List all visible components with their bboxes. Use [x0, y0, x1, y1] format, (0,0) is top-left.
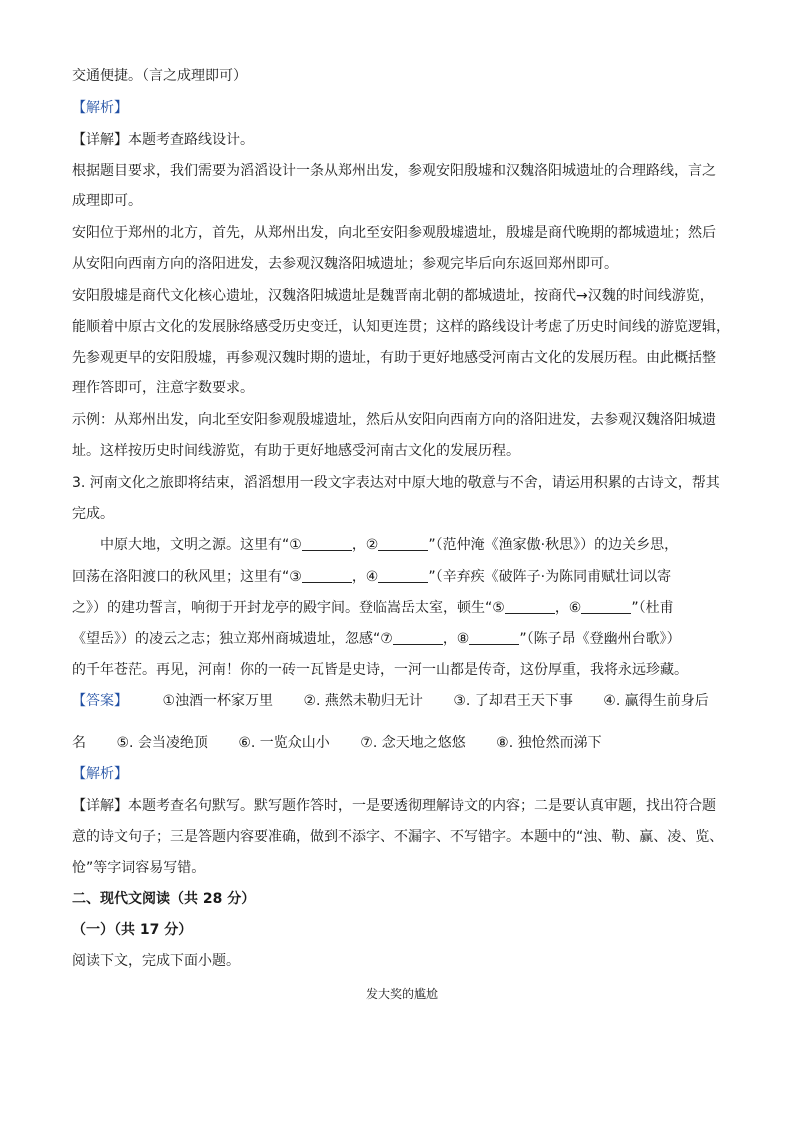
text-line: 意的诗文句子；三是答题内容要准确，做到不添字、不漏字、不写错字。本题中的“浊、勒、赢、凌、览、 — [72, 829, 724, 845]
answer-item: 名 — [72, 735, 86, 751]
answer-blank[interactable] — [469, 630, 519, 645]
answer-tag: 【答案】 — [72, 693, 128, 709]
article-title: 发大奖的尴尬 — [365, 987, 438, 1001]
analysis-tag: 【解析】 — [72, 766, 128, 782]
text-line: 【详解】本题考查名句默写。默写题作答时，一是要透彻理解诗文的内容；二是要认真审题，找出符合题 — [72, 798, 716, 814]
answer-line — [72, 733, 602, 753]
answer-line — [72, 691, 709, 711]
text-line: 示例：从郑州出发，向北至安阳参观殷墟遗址，然后从安阳向西南方向的洛阳进发，去参观汉魏洛阳城遗 — [72, 412, 716, 428]
answer-item: ①浊酒一杯家万里 — [162, 693, 274, 709]
passage-line: 的千年苍茫。再见，河南！你的一砖一瓦皆是史诗，一河一山都是传奇，这份厚重，我将永远珍藏。 — [72, 662, 688, 678]
answer-blank[interactable] — [581, 599, 631, 614]
text-line: 完成。 — [72, 506, 114, 522]
text-line: 址。这样按历史时间线游览，有助于更好地感受河南古文化的发展历程。 — [72, 443, 520, 459]
answer-item: ④. 赢得生前身后 — [603, 693, 709, 709]
answer-item: ③. 了却君王天下事 — [453, 693, 573, 709]
text-line: 交通便捷。（言之成理即可） — [72, 68, 247, 84]
text-line: 先参观更早的安阳殷墟，再参观汉魏时期的遗址，有助于更好地感受河南古文化的发展历程。由此概括整 — [72, 350, 716, 366]
answer-item: ⑥. 一览众山小 — [238, 735, 330, 751]
text-line: 理作答即可，注意字数要求。 — [72, 380, 254, 396]
answer-blank[interactable] — [378, 536, 428, 551]
passage-line: 回荡在洛阳渡口的秋风里；这里有“③ ，④ ”（辛弃疾《破阵子·为陈同甫赋壮词以寄 — [72, 569, 672, 585]
section-heading: 二、现代文阅读（共 28 分） — [72, 891, 256, 907]
answer-blank[interactable] — [378, 568, 428, 583]
passage-line: 《望岳》）的凌云之志；独立郑州商城遗址，忽感“⑦ ，⑧ ”（陈子昂《登幽州台歌》） — [72, 631, 681, 647]
passage-line: 中原大地，文明之源。这里有“① ，② ”（范仲淹《渔家傲·秋思》）的边关乡思， — [100, 537, 679, 553]
answer-item: ⑦. 念天地之悠悠 — [360, 735, 466, 751]
text-line: 安阳位于郑州的北方，首先，从郑州出发，向北至安阳参观殷墟遗址，殷墟是商代晚期的都城遗址；然后 — [72, 225, 716, 241]
answer-item: ⑤. 会当凌绝顶 — [116, 735, 208, 751]
answer-blank[interactable] — [302, 536, 352, 551]
text-line: 根据题目要求，我们需要为滔滔设计一条从郑州出发，参观安阳殷墟和汉魏洛阳城遗址的合理路线，言之 — [72, 163, 716, 179]
text-line: 从安阳向西南方向的洛阳进发，去参观汉魏洛阳城遗址；参观完毕后向东返回郑州即可。 — [72, 256, 618, 272]
text-line: 能顺着中原古文化的发展脉络感受历史变迁，认知更连贯；这样的路线设计考虑了历史时间线的游览逻辑， — [72, 319, 730, 335]
text-line: 【详解】本题考查路线设计。 — [72, 132, 254, 148]
answer-blank[interactable] — [302, 568, 352, 583]
answer-item: ②. 燕然未勒归无计 — [303, 693, 423, 709]
text-line: 安阳殷墟是商代文化核心遗址，汉魏洛阳城遗址是魏晋南北朝的都城遗址，按商代→汉魏的时间线游览， — [72, 288, 714, 304]
answer-item: ⑧. 独怆然而涕下 — [496, 735, 602, 751]
answer-blank[interactable] — [505, 599, 555, 614]
text-line: 怆”等字词容易写错。 — [72, 860, 206, 876]
subsection-heading: （一）（共 17 分） — [72, 922, 193, 938]
analysis-tag: 【解析】 — [72, 100, 128, 116]
instruction-text: 阅读下文，完成下面小题。 — [72, 953, 240, 969]
text-line: 成理即可。 — [72, 193, 142, 209]
answer-blank[interactable] — [393, 630, 443, 645]
question-3-prompt: 3. 河南文化之旅即将结束，滔滔想用一段文字表达对中原大地的敬意与不舍，请运用积累的古诗文，帮其 — [72, 475, 720, 491]
passage-line: 之》）的建功誓言，响彻于开封龙亭的殿宇间。登临嵩岳太室，顿生“⑤ ，⑥ ”（杜甫 — [72, 600, 674, 616]
